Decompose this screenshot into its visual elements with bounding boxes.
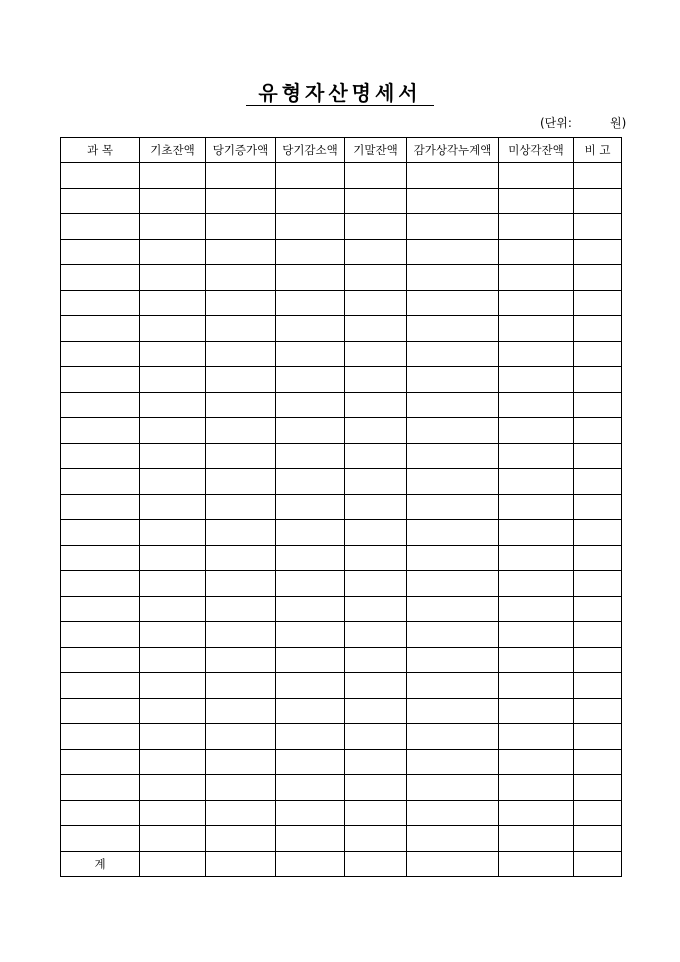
table-cell[interactable] <box>407 698 499 724</box>
table-cell[interactable] <box>276 239 345 265</box>
table-cell[interactable] <box>206 571 276 597</box>
table-cell[interactable] <box>206 698 276 724</box>
table-cell[interactable] <box>140 673 206 699</box>
table-cell[interactable] <box>276 724 345 750</box>
table-cell[interactable] <box>407 469 499 495</box>
table-cell[interactable] <box>61 392 140 418</box>
table-cell[interactable] <box>276 800 345 826</box>
column-header-accumulated-depreciation: 감가상각누계액 <box>407 138 499 163</box>
table-cell[interactable] <box>345 494 407 520</box>
table-row <box>61 800 622 826</box>
table-cell[interactable] <box>407 724 499 750</box>
table-cell[interactable] <box>61 698 140 724</box>
table-row <box>61 673 622 699</box>
table-cell[interactable] <box>407 418 499 444</box>
table-cell[interactable] <box>574 341 622 367</box>
table-cell[interactable] <box>407 163 499 189</box>
table-cell[interactable] <box>206 673 276 699</box>
table-cell[interactable] <box>407 673 499 699</box>
table-cell[interactable] <box>276 316 345 342</box>
table-cell[interactable] <box>574 443 622 469</box>
table-cell[interactable] <box>61 188 140 214</box>
table-cell[interactable] <box>61 163 140 189</box>
table-cell[interactable] <box>407 545 499 571</box>
table-cell[interactable] <box>276 647 345 673</box>
table-cell[interactable] <box>140 443 206 469</box>
unit-label: (단위: <box>540 116 572 130</box>
table-row <box>61 724 622 750</box>
table-cell[interactable] <box>140 545 206 571</box>
table-cell[interactable] <box>61 724 140 750</box>
table-cell[interactable] <box>61 545 140 571</box>
table-cell[interactable] <box>407 622 499 648</box>
title-underline <box>246 105 434 106</box>
table-cell[interactable] <box>61 469 140 495</box>
table-row <box>61 188 622 214</box>
table-row <box>61 775 622 801</box>
table-cell[interactable] <box>140 290 206 316</box>
table-cell[interactable] <box>206 239 276 265</box>
table-row <box>61 545 622 571</box>
table-cell[interactable] <box>345 596 407 622</box>
table-cell[interactable] <box>276 571 345 597</box>
table-cell[interactable] <box>61 596 140 622</box>
table-cell[interactable] <box>140 698 206 724</box>
table-cell[interactable] <box>345 418 407 444</box>
table-cell[interactable] <box>574 749 622 775</box>
table-cell[interactable] <box>61 214 140 240</box>
table-cell[interactable] <box>574 673 622 699</box>
table-cell[interactable] <box>276 418 345 444</box>
table-cell[interactable] <box>276 214 345 240</box>
table-cell[interactable] <box>407 647 499 673</box>
table-cell[interactable] <box>574 418 622 444</box>
table-cell[interactable] <box>345 316 407 342</box>
table-cell[interactable] <box>345 367 407 393</box>
table-cell[interactable] <box>574 800 622 826</box>
table-cell[interactable] <box>140 520 206 546</box>
table-cell[interactable] <box>574 188 622 214</box>
table-row <box>61 367 622 393</box>
table-cell[interactable] <box>499 724 574 750</box>
table-cell[interactable] <box>61 622 140 648</box>
table-cell[interactable] <box>140 341 206 367</box>
table-cell[interactable] <box>345 622 407 648</box>
table-cell[interactable] <box>499 418 574 444</box>
table-cell[interactable] <box>206 622 276 648</box>
table-cell[interactable] <box>140 163 206 189</box>
table-cell[interactable] <box>61 800 140 826</box>
table-cell[interactable] <box>140 494 206 520</box>
column-header-account: 과 목 <box>61 138 140 163</box>
table-cell[interactable] <box>61 239 140 265</box>
table-cell[interactable] <box>499 749 574 775</box>
table-cell[interactable] <box>345 647 407 673</box>
table-cell[interactable] <box>61 749 140 775</box>
table-cell[interactable] <box>206 290 276 316</box>
table-cell[interactable] <box>345 545 407 571</box>
table-cell[interactable] <box>574 826 622 852</box>
table-cell[interactable] <box>345 290 407 316</box>
column-header-closing-balance: 기말잔액 <box>345 138 407 163</box>
table-cell[interactable] <box>499 647 574 673</box>
table-cell[interactable] <box>407 800 499 826</box>
table-cell[interactable] <box>61 494 140 520</box>
table-cell[interactable] <box>276 163 345 189</box>
table-cell[interactable] <box>407 392 499 418</box>
table-cell[interactable] <box>407 596 499 622</box>
table-cell[interactable] <box>140 800 206 826</box>
table-cell[interactable] <box>407 851 499 877</box>
column-header-increase: 당기증가액 <box>206 138 276 163</box>
table-cell[interactable] <box>345 851 407 877</box>
table-cell[interactable] <box>206 596 276 622</box>
table-cell[interactable] <box>407 826 499 852</box>
table-cell[interactable] <box>499 367 574 393</box>
table-cell[interactable] <box>276 673 345 699</box>
table-cell[interactable] <box>345 341 407 367</box>
table-cell[interactable] <box>61 443 140 469</box>
table-cell[interactable] <box>499 571 574 597</box>
table-cell[interactable] <box>61 520 140 546</box>
table-cell[interactable] <box>140 239 206 265</box>
table-row <box>61 418 622 444</box>
table-cell[interactable] <box>499 851 574 877</box>
total-label: 계 <box>61 851 140 877</box>
column-header-undepreciated-balance: 미상각잔액 <box>499 138 574 163</box>
table-cell[interactable] <box>574 392 622 418</box>
table-cell[interactable] <box>61 647 140 673</box>
table-cell[interactable] <box>206 418 276 444</box>
table-cell[interactable] <box>206 443 276 469</box>
column-header-remarks: 비 고 <box>574 138 622 163</box>
table-row <box>61 443 622 469</box>
table-cell[interactable] <box>61 265 140 291</box>
table-cell[interactable] <box>499 698 574 724</box>
table-cell[interactable] <box>61 316 140 342</box>
table-cell[interactable] <box>574 494 622 520</box>
table-cell[interactable] <box>140 392 206 418</box>
table-row <box>61 239 622 265</box>
table-cell[interactable] <box>345 443 407 469</box>
table-cell[interactable] <box>407 749 499 775</box>
table-cell[interactable] <box>276 545 345 571</box>
table-cell[interactable] <box>499 392 574 418</box>
table-cell[interactable] <box>499 469 574 495</box>
table-row <box>61 392 622 418</box>
table-cell[interactable] <box>499 265 574 291</box>
document-title: 유형자산명세서 <box>258 81 422 105</box>
table-cell[interactable] <box>574 239 622 265</box>
table-cell[interactable] <box>206 775 276 801</box>
table-cell[interactable] <box>574 214 622 240</box>
table-cell[interactable] <box>574 469 622 495</box>
table-cell[interactable] <box>276 826 345 852</box>
column-header-opening-balance: 기초잔액 <box>140 138 206 163</box>
table-cell[interactable] <box>276 341 345 367</box>
table-cell[interactable] <box>206 367 276 393</box>
table-cell[interactable] <box>407 494 499 520</box>
table-cell[interactable] <box>61 571 140 597</box>
table-row <box>61 163 622 189</box>
table-cell[interactable] <box>61 775 140 801</box>
table-cell[interactable] <box>499 239 574 265</box>
table-cell[interactable] <box>345 673 407 699</box>
table-cell[interactable] <box>407 316 499 342</box>
table-cell[interactable] <box>574 571 622 597</box>
table-cell[interactable] <box>574 520 622 546</box>
table-cell[interactable] <box>140 724 206 750</box>
table-cell[interactable] <box>276 392 345 418</box>
table-cell[interactable] <box>276 494 345 520</box>
table-cell[interactable] <box>276 443 345 469</box>
table-cell[interactable] <box>206 851 276 877</box>
table-row <box>61 265 622 291</box>
table-cell[interactable] <box>140 188 206 214</box>
table-cell[interactable] <box>574 545 622 571</box>
table-cell[interactable] <box>61 290 140 316</box>
table-cell[interactable] <box>407 443 499 469</box>
table-cell[interactable] <box>407 239 499 265</box>
table-cell[interactable] <box>276 188 345 214</box>
table-cell[interactable] <box>574 367 622 393</box>
table-cell[interactable] <box>574 265 622 291</box>
table-cell[interactable] <box>574 698 622 724</box>
table-cell[interactable] <box>574 775 622 801</box>
table-cell[interactable] <box>345 239 407 265</box>
table-cell[interactable] <box>499 800 574 826</box>
table-cell[interactable] <box>140 367 206 393</box>
table-row <box>61 316 622 342</box>
table-cell[interactable] <box>140 775 206 801</box>
table-cell[interactable] <box>345 724 407 750</box>
table-cell[interactable] <box>345 800 407 826</box>
table-row <box>61 214 622 240</box>
table-cell[interactable] <box>499 316 574 342</box>
table-cell[interactable] <box>407 188 499 214</box>
table-cell[interactable] <box>345 163 407 189</box>
table-cell[interactable] <box>206 520 276 546</box>
table-cell[interactable] <box>61 826 140 852</box>
table-cell[interactable] <box>61 673 140 699</box>
table-cell[interactable] <box>206 800 276 826</box>
table-cell[interactable] <box>276 520 345 546</box>
asset-ledger-table <box>60 137 622 877</box>
table-cell[interactable] <box>345 520 407 546</box>
table-cell[interactable] <box>574 851 622 877</box>
table-cell[interactable] <box>574 596 622 622</box>
table-cell[interactable] <box>140 851 206 877</box>
table-cell[interactable] <box>206 469 276 495</box>
total-row <box>61 851 622 877</box>
table-cell[interactable] <box>345 698 407 724</box>
table-row <box>61 520 622 546</box>
table-cell[interactable] <box>140 418 206 444</box>
table-cell[interactable] <box>345 775 407 801</box>
table-cell[interactable] <box>345 571 407 597</box>
table-cell[interactable] <box>407 290 499 316</box>
table-cell[interactable] <box>499 826 574 852</box>
table-row <box>61 341 622 367</box>
table-cell[interactable] <box>206 494 276 520</box>
table-cell[interactable] <box>140 647 206 673</box>
table-cell[interactable] <box>206 163 276 189</box>
header-row <box>61 138 622 163</box>
table-cell[interactable] <box>140 826 206 852</box>
table-cell[interactable] <box>407 265 499 291</box>
table-cell[interactable] <box>140 469 206 495</box>
table-cell[interactable] <box>206 214 276 240</box>
table-cell[interactable] <box>574 724 622 750</box>
table-cell[interactable] <box>140 622 206 648</box>
table-cell[interactable] <box>276 596 345 622</box>
table-cell[interactable] <box>345 826 407 852</box>
table-row <box>61 698 622 724</box>
table-cell[interactable] <box>206 188 276 214</box>
table-cell[interactable] <box>276 775 345 801</box>
table-cell[interactable] <box>276 698 345 724</box>
ledger-body <box>61 163 622 877</box>
table-row <box>61 469 622 495</box>
table-cell[interactable] <box>574 316 622 342</box>
table-cell[interactable] <box>407 520 499 546</box>
unit-suffix: 원) <box>610 116 627 130</box>
table-cell[interactable] <box>345 188 407 214</box>
table-cell[interactable] <box>499 494 574 520</box>
table-cell[interactable] <box>499 596 574 622</box>
table-row <box>61 826 622 852</box>
table-cell[interactable] <box>140 596 206 622</box>
table-row <box>61 494 622 520</box>
table-cell[interactable] <box>206 826 276 852</box>
table-cell[interactable] <box>499 443 574 469</box>
table-cell[interactable] <box>407 367 499 393</box>
table-row <box>61 571 622 597</box>
table-cell[interactable] <box>574 163 622 189</box>
table-cell[interactable] <box>499 188 574 214</box>
table-cell[interactable] <box>276 265 345 291</box>
table-cell[interactable] <box>574 622 622 648</box>
table-row <box>61 622 622 648</box>
unit-note <box>540 114 627 131</box>
column-header-decrease: 당기감소액 <box>276 138 345 163</box>
table-row <box>61 749 622 775</box>
table-cell[interactable] <box>276 749 345 775</box>
table-cell[interactable] <box>499 520 574 546</box>
table-cell[interactable] <box>206 392 276 418</box>
table-cell[interactable] <box>206 316 276 342</box>
table-row <box>61 647 622 673</box>
table-cell[interactable] <box>499 163 574 189</box>
table-cell[interactable] <box>499 545 574 571</box>
table-cell[interactable] <box>499 341 574 367</box>
table-cell[interactable] <box>499 290 574 316</box>
table-cell[interactable] <box>499 775 574 801</box>
table-cell[interactable] <box>345 265 407 291</box>
table-cell[interactable] <box>499 622 574 648</box>
table-cell[interactable] <box>276 469 345 495</box>
table-cell[interactable] <box>407 775 499 801</box>
table-cell[interactable] <box>140 214 206 240</box>
table-cell[interactable] <box>206 647 276 673</box>
table-cell[interactable] <box>206 724 276 750</box>
table-cell[interactable] <box>407 214 499 240</box>
table-cell[interactable] <box>140 571 206 597</box>
table-cell[interactable] <box>499 214 574 240</box>
table-cell[interactable] <box>276 851 345 877</box>
table-cell[interactable] <box>276 367 345 393</box>
table-cell[interactable] <box>61 341 140 367</box>
table-cell[interactable] <box>61 367 140 393</box>
table-cell[interactable] <box>574 647 622 673</box>
table-cell[interactable] <box>276 290 345 316</box>
table-cell[interactable] <box>206 265 276 291</box>
table-cell[interactable] <box>206 749 276 775</box>
table-cell[interactable] <box>574 290 622 316</box>
table-cell[interactable] <box>206 545 276 571</box>
table-cell[interactable] <box>499 673 574 699</box>
table-cell[interactable] <box>206 341 276 367</box>
table-cell[interactable] <box>345 392 407 418</box>
table-cell[interactable] <box>61 418 140 444</box>
table-cell[interactable] <box>407 341 499 367</box>
table-cell[interactable] <box>140 749 206 775</box>
table-row <box>61 290 622 316</box>
table-row <box>61 596 622 622</box>
table-cell[interactable] <box>345 214 407 240</box>
table-cell[interactable] <box>140 316 206 342</box>
table-cell[interactable] <box>407 571 499 597</box>
table-cell[interactable] <box>345 749 407 775</box>
table-cell[interactable] <box>140 265 206 291</box>
table-cell[interactable] <box>345 469 407 495</box>
table-cell[interactable] <box>276 622 345 648</box>
